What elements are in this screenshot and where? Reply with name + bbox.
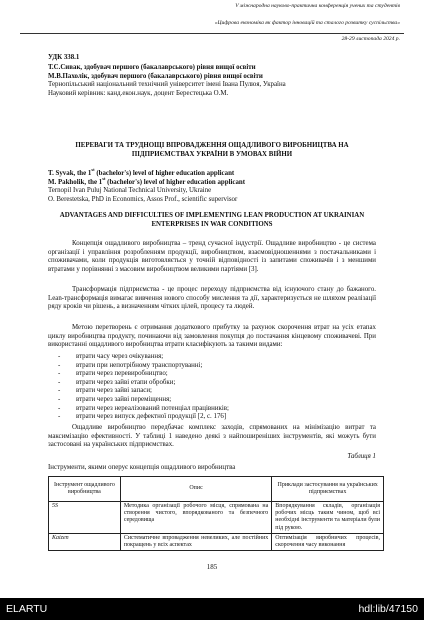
paragraph-3: Метою перетворень є отримання додаткового прибутку за рахунок скорочення втрат на усіх етапах циклу виробництва продукту, починаючи від замовлення покупця до постачання кінцевому споживачеві. При використанні ощадливого виробництва втрати класифікують за такими видами: [48,324,376,349]
author-en-1 [48,167,376,179]
table-cell-tool: Kaizen [49,533,121,550]
conference-header-line: V міжнародна науково-практична конференція учених та студентів [235,3,400,9]
list-item [58,362,376,371]
affiliation-en: Ternopil Ivan Puluj National Technical University, Ukraine [48,187,212,195]
list-item [58,413,376,422]
author-en-1-name: T. Syvak, the 1 [48,170,92,177]
table-cell-examples: Впорядкування складів, організація робочих місць таким чином, щоб всі необхідні інструменти та матеріали були під рукою. [272,502,384,534]
supervisor-uk: Науковий керівник: канд.екон.наук, доцент Берестецька О.М. [48,89,229,97]
table-header-row [49,477,384,502]
ordinal-suffix: st [91,167,95,172]
list-item-text: втрати через зайві етапи обробки; [76,378,176,386]
table-caption: Інструменти, якими оперує концепція ощадливого виробництва [48,464,236,471]
list-item [58,353,376,362]
list-dash: - [58,370,61,378]
authors-en [48,167,376,204]
list-item [58,405,376,414]
author-uk-2: М.В.Пахолік, здобувач першого (бакалаврського) рівня вищої освіти [48,72,263,80]
table-cell-examples: Оптимізація виробничих процесів, скорочення часу виконання [272,533,384,550]
list-item-text: втрати через зайві запаси; [76,387,152,395]
list-dash: - [58,361,61,369]
paragraph-4: Ощадливе виробництво передбачає комплекс заходів, спрямованих на мінімізацію витрат та максимізацію ефективності. У таблиці 1 наведено деякі з найпоширеніших інструментів, які можуть бути застосовані на українських підприємствах. [48,424,376,449]
paragraph-2: Трансформація підприємства - це процес переходу підприємства від існуючого стану до бажаного. Lean-трансформація вимагає вивчення нового способу мислення та дії, характеризується не шляхом реалізації ряду кроків чи рішень, а визначенням чітких цілей, процесу та людей. [48,286,376,311]
table-row [49,502,384,534]
udc-code: УДК 338.1 [48,54,80,61]
lean-tools-table [48,476,384,551]
header-tool: Інструмент ощадливого виробництва [49,477,121,502]
list-dash: - [58,413,61,421]
list-item [58,379,376,388]
list-item-text: втрати через випуск дефектної продукції [2, с. 176] [76,413,227,421]
table-cell-tool: 5S [49,502,121,534]
table-cell-description: Систематичне впровадження невеликих, але постійних покращень у всіх аспектах [120,533,271,550]
page-number: 185 [206,563,218,571]
title-en: ADVANTAGES AND DIFFICULTIES OF IMPLEMENTING LEAN PRODUCTION AT UKRAINIAN ENTERPRISES IN WAR CONDITIONS [59,212,365,228]
author-en-2-level: (bachelor's) level of higher education applicant [105,178,246,186]
footer-repository-name: ELARTU [6,603,48,615]
title-uk: ПЕРЕВАГИ ТА ТРУДНОЩІ ВПРОВАДЖЕННЯ ОЩАДЛИВОГО ВИРОБНИЦТВА НА ПІДПРИЄМСТВАХ УКРАЇНИ В УМОВАХ ВІЙНИ [75,142,349,158]
supervisor-en: O. Berestetska, PhD in Economics, Assos Prof., scientific supervisor [48,195,238,203]
author-en-1-level: (bachelor's) level of higher education applicant [94,170,235,177]
list-dash: - [58,353,61,360]
paragraph-1: Концепція ощадливого виробництва – тренд сучасної індустрії. Ощадливе виробництво - це система організації і управління розробленням продукції, виробництвом, взаємовідношеннями з постачальниками і споживачами, коли продукція виготовляється у точній відповідності із запитами споживачів і з меншими втратами у порівнянні з масовим виробництвом великими партіями [3]. [48,240,376,273]
author-en-2 [48,175,376,188]
list-item-text: втрати при непотрібному транспортуванні; [76,361,203,369]
affiliation-uk: Тернопільський національний технічний університет імені Івана Пулюя, Україна [48,81,286,89]
ordinal-suffix: st [102,175,106,181]
conference-date: 28-29 листопада 2024 р. [341,36,400,42]
table-label: Таблиця 1 [347,453,376,460]
list-item [58,370,376,379]
list-dash: - [58,387,61,395]
header-description: Опис [120,477,271,502]
table-cell-description: Методика організації робочого місця, спрямована на створення чистого, впорядкованого та безпечного середовища [120,502,271,534]
list-item-text: втрати через нереалізований потенціал працівників; [76,404,229,412]
list-item-text: втрати через зайві переміщення; [76,395,172,403]
header-examples: Приклади застосування на українських підприємствах [272,477,384,502]
author-uk-1: Т.С.Сивак, здобувач першого (бакалаврського) рівня вищої освіти [48,64,256,71]
author-en-2-name: M. Pakholik, the 1 [48,178,103,186]
list-dash: - [58,404,61,412]
list-item-text: втрати через перевиробництво; [76,370,168,378]
authors-uk [48,64,376,98]
list-dash: - [58,378,61,386]
list-item-text: втрати часу через очікування; [76,353,164,360]
losses-list [58,353,376,422]
list-item [58,396,376,405]
list-item [58,387,376,396]
table-row [49,533,384,550]
footer-handle-link[interactable]: hdl:lib/47150 [358,603,418,615]
header-rule [20,33,404,34]
conference-header-subtitle: «Цифрова економіка як фактор інновацій та сталого розвитку суспільства» [214,20,400,26]
list-dash: - [58,395,61,403]
